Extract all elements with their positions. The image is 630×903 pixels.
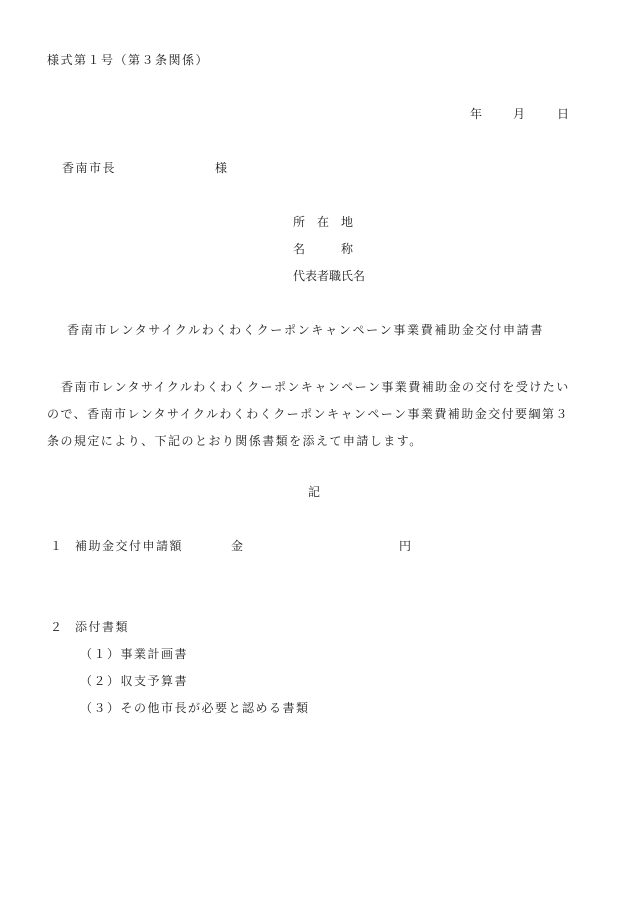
addressee-name: 香南市長 xyxy=(62,161,117,175)
applicant-representative-label: 代表者職氏名 xyxy=(293,269,366,283)
document-title: 香南市レンタサイクルわくわくクーポンキャンペーン事業費補助金交付申請書 xyxy=(67,323,545,337)
item-1-label: 補助金交付申請額 xyxy=(75,539,184,553)
date-year-label: 年 xyxy=(470,107,484,121)
attachment-item: （３）その他市長が必要と認める書類 xyxy=(80,701,310,715)
item-2-label: 添付書類 xyxy=(75,620,130,634)
date-month-label: 月 xyxy=(513,107,527,121)
applicant-address-label: 所 在 地 xyxy=(293,215,354,229)
item-2-number: ２ xyxy=(50,620,64,634)
item-1-amount-prefix: 金 xyxy=(231,539,245,553)
form-number: 様式第１号（第３条関係） xyxy=(47,53,210,67)
attachment-item: （２）収支予算書 xyxy=(80,674,189,688)
date-day-label: 日 xyxy=(557,107,571,121)
attachment-item: （１）事業計画書 xyxy=(80,647,189,661)
addressee-honorific: 様 xyxy=(215,161,229,175)
ki-heading: 記 xyxy=(308,485,322,499)
item-1-amount-unit: 円 xyxy=(399,539,413,553)
body-paragraph: 香南市レンタサイクルわくわくクーポンキャンペーン事業費補助金の交付を受けたいので、香南市レンタサイクルわくわくクーポンキャンペーン事業費補助金交付要綱第３条の規定により、下記のとおり関係書類を添えて申請します。 xyxy=(47,380,570,448)
item-1-number: １ xyxy=(50,539,64,553)
applicant-name-label: 名 称 xyxy=(293,242,354,256)
